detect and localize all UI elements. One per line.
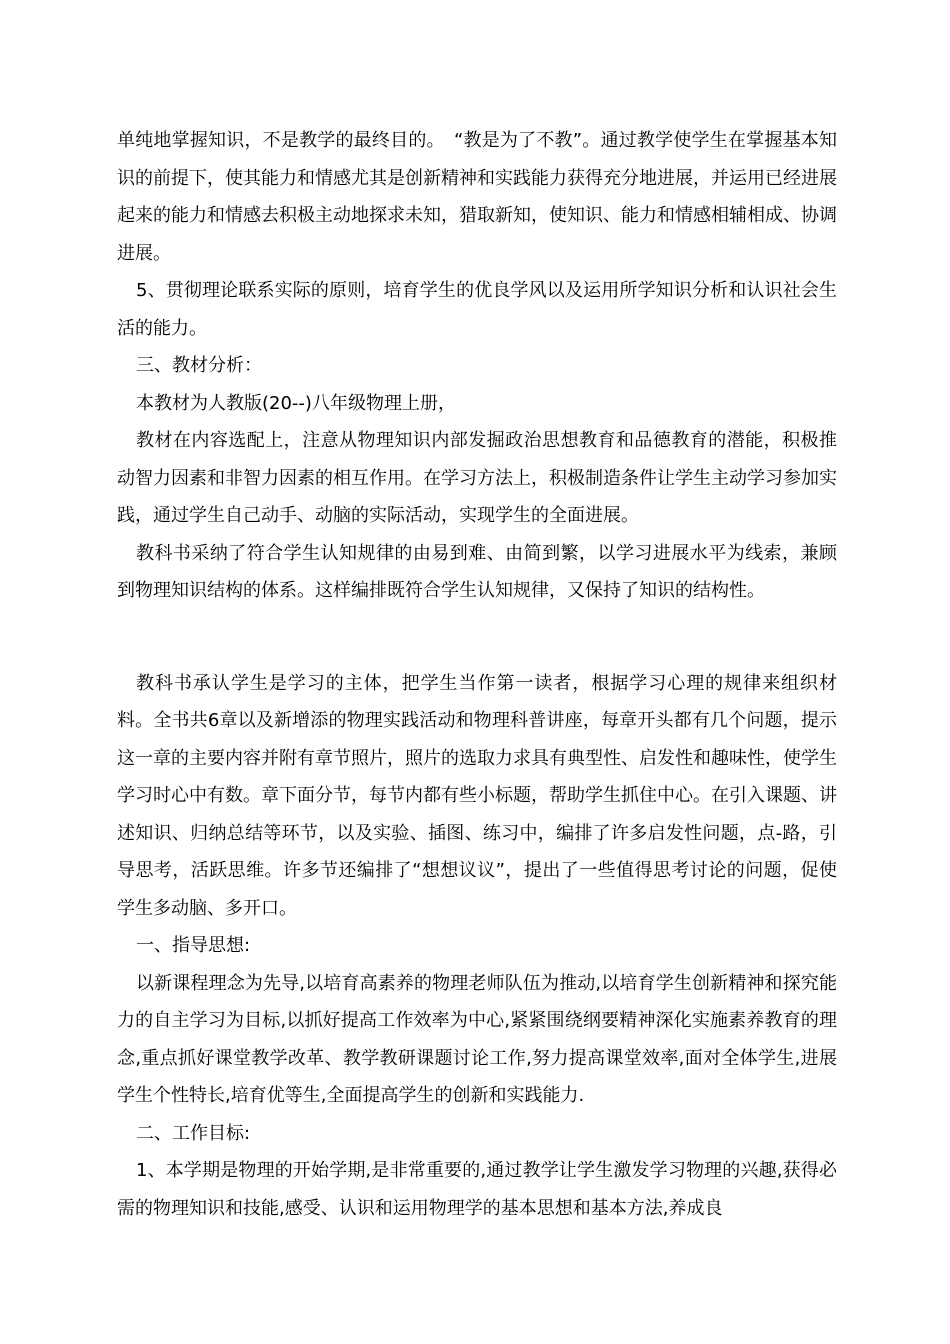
- heading-textbook-analysis: 三、教材分析：: [136, 355, 262, 376]
- heading-work-goals: 二、工作目标:: [136, 1122, 251, 1144]
- paragraph-textbook-structure: 教科书采纳了符合学生认知规律的由易到难、由简到繁，以学习进展水平为线索，兼顾到物理知识结构的体系。这样编排既符合学生认知规律，又保持了知识的结构性。: [117, 542, 837, 601]
- paragraph-principle-5: 5、贯彻理论联系实际的原则，培育学生的优良学风以及运用所学知识分析和认识社会生活的能力。: [117, 280, 837, 339]
- paragraph-student-subject: 教科书承认学生是学习的主体，把学生当作第一读者，根据学习心理的规律来组织材料。全书共6章以及新增添的物理实践活动和物理科普讲座，每章开头都有几个问题，提示这一章的主要内容并附有章节照片，照片的选取力求具有典型性、启发性和趣味性，使学生学习时心中有数。章下面分节，每节内都有些小标题，帮助学生抓住中心。在引入课题、讲述知识、归纳总结等环节，以及实验、插图、练习中，编排了许多启发性问题，点-路，引导思考，活跃思维。许多节还编排了“想想议议”，提出了一些值得思考讨论的问题，促使学生多动脑、多开口。: [117, 672, 837, 919]
- paragraph-content-selection: 教材在内容选配上，注意从物理知识内部发掘政治思想教育和品德教育的潜能，积极推动智力因素和非智力因素的相互作用。在学习方法上，积极制造条件让学生主动学习参加实践，通过学生自己动手、动脑的实际活动，实现学生的全面进展。: [117, 430, 837, 526]
- heading-guiding-ideology: 一、指导思想:: [136, 935, 251, 956]
- paragraph-work-goal-1: 1、本学期是物理的开始学期,是非常重要的,通过教学让学生激发学习物理的兴趣,获得必需的物理知识和技能,感受、认识和运用物理学的基本思想和基本方法,养成良: [117, 1160, 837, 1219]
- paragraph-teaching-goal: 单纯地掌握知识，不是教学的最终目的。 “教是为了不教”。通过教学使学生在掌握基本知识的前提下，使其能力和情感尤其是创新精神和实践能力获得充分地进展，并运用已经进展起来的能力和情感去积极主动地探求未知，猎取新知，使知识、能力和情感相辅相成、协调进展。: [117, 130, 837, 264]
- paragraph-textbook-edition: 本教材为人教版(20--)八年级物理上册，: [136, 392, 456, 414]
- document-body: [117, 122, 837, 1227]
- paragraph-gap: [117, 610, 837, 665]
- paragraph-guiding-ideology: 以新课程理念为先导,以培育高素养的物理老师队伍为推动,以培育学生创新精神和探究能力的自主学习为目标,以抓好提高工作效率为中心,紧紧围绕纲要精神深化实施素养教育的理念,重点抓好课堂教学改革、教学教研课题讨论工作,努力提高课堂效率,面对全体学生,进展学生个性特长,培育优等生,全面提高学生的创新和实践能力.: [117, 972, 837, 1106]
